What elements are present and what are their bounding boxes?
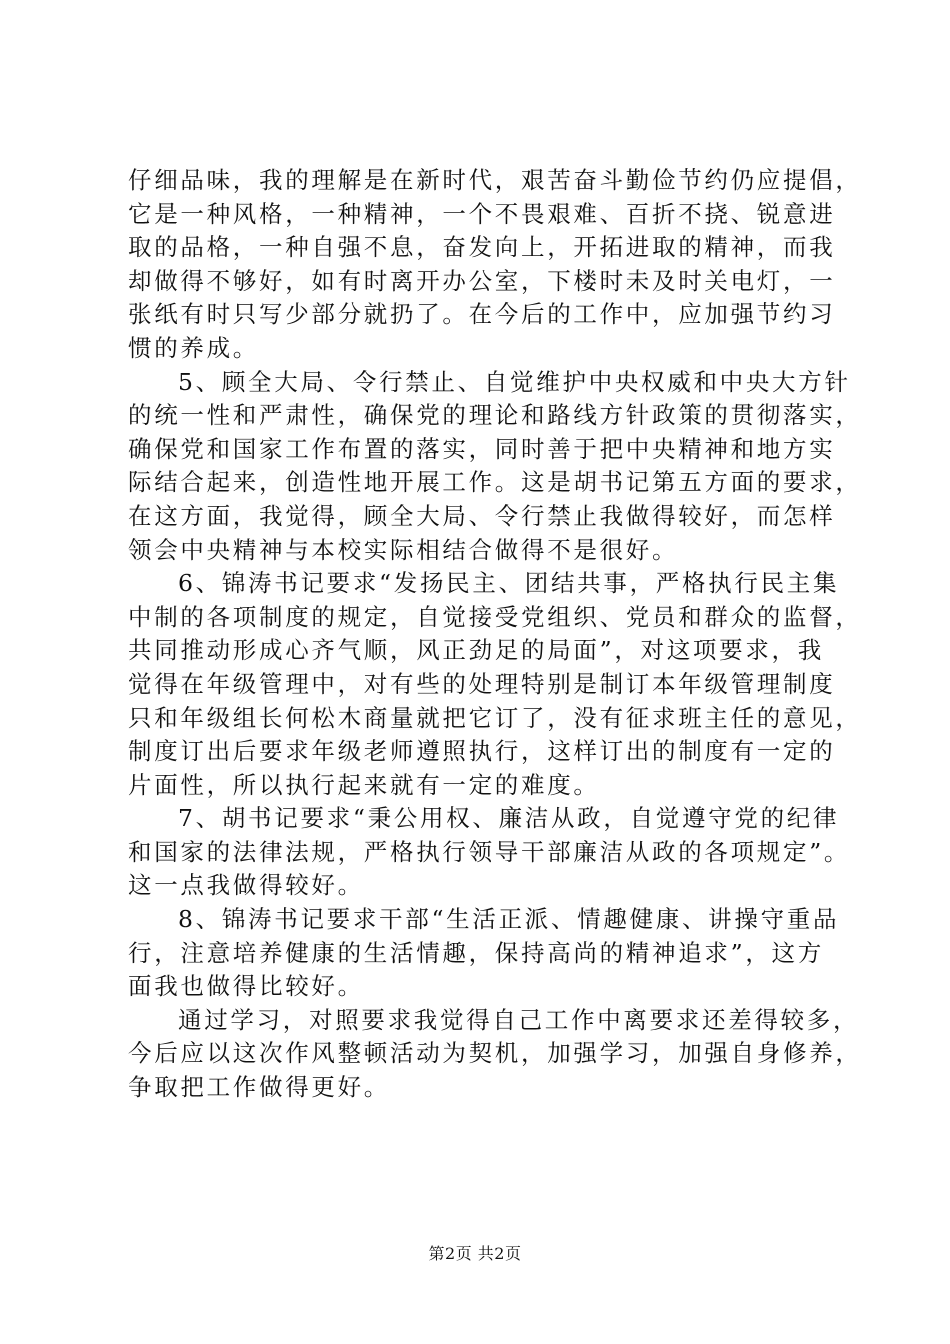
text-line: 行，注意培养健康的生活情趣，保持高尚的精神追求”，这方 — [128, 938, 824, 967]
text-line: 和国家的法律法规，严格执行领导干部廉洁从政的各项规定”。 — [128, 837, 851, 866]
text-line: 争取把工作做得更好。 — [128, 1073, 390, 1102]
text-line: 它是一种风格，一种精神，一个不畏艰难、百折不挠、锐意进 — [128, 199, 836, 228]
text-line: 在这方面，我觉得，顾全大局、令行禁止我做得较好，而怎样 — [128, 501, 836, 530]
page-number: 第2页 共2页 — [428, 1244, 522, 1263]
text-line: 确保党和国家工作布置的落实，同时善于把中央精神和地方实 — [128, 434, 836, 463]
text-line: 今后应以这次作风整顿活动为契机，加强学习，加强自身修养， — [128, 1039, 862, 1068]
text-line: 只和年级组长何松木商量就把它订了，没有征求班主任的意见， — [128, 703, 862, 732]
text-line: 领会中央精神与本校实际相结合做得不是很好。 — [128, 535, 679, 564]
text-line: 取的品格，一种自强不息，奋发向上，开拓进取的精神，而我 — [128, 233, 836, 262]
text-line: 的统一性和严肃性，确保党的理论和路线方针政策的贯彻落实， — [128, 401, 862, 430]
text-line: 张纸有时只写少部分就扔了。在今后的工作中，应加强节约习 — [128, 300, 836, 329]
text-line: 际结合起来，创造性地开展工作。这是胡书记第五方面的要求， — [128, 468, 862, 497]
page-footer — [0, 1244, 950, 1264]
text-line: 觉得在年级管理中，对有些的处理特别是制订本年级管理制度 — [128, 669, 836, 698]
text-line: 惯的养成。 — [128, 333, 259, 362]
paragraph-start-line: 7、胡书记要求“秉公用权、廉洁从政，自觉遵守党的纪律 — [178, 804, 840, 833]
text-line: 却做得不够好，如有时离开办公室，下楼时未及时关电灯，一 — [128, 266, 836, 295]
text-line: 中制的各项制度的规定，自觉接受党组织、党员和群众的监督， — [128, 602, 862, 631]
paragraph-start-line: 8、锦涛书记要求干部“生活正派、情趣健康、讲操守重品 — [178, 905, 840, 934]
paragraph-start-line: 5、顾全大局、令行禁止、自觉维护中央权威和中央大方针 — [178, 367, 851, 396]
text-line: 仔细品味，我的理解是在新时代，艰苦奋斗勤俭节约仍应提倡， — [128, 166, 862, 194]
text-line: 制度订出后要求年级老师遵照执行，这样订出的制度有一定的 — [128, 737, 836, 766]
paragraph-start-line: 6、锦涛书记要求“发扬民主、团结共事，严格执行民主集 — [178, 569, 840, 598]
text-line: 这一点我做得较好。 — [128, 871, 364, 900]
text-line: 片面性，所以执行起来就有一定的难度。 — [128, 770, 600, 799]
paragraph-start-line: 通过学习，对照要求我觉得自己工作中离要求还差得较多， — [178, 1005, 860, 1034]
text-line: 面我也做得比较好。 — [128, 972, 364, 1001]
text-line: 共同推动形成心齐气顺，风正劲足的局面”，对这项要求，我 — [128, 636, 824, 665]
document-body — [128, 164, 862, 1105]
